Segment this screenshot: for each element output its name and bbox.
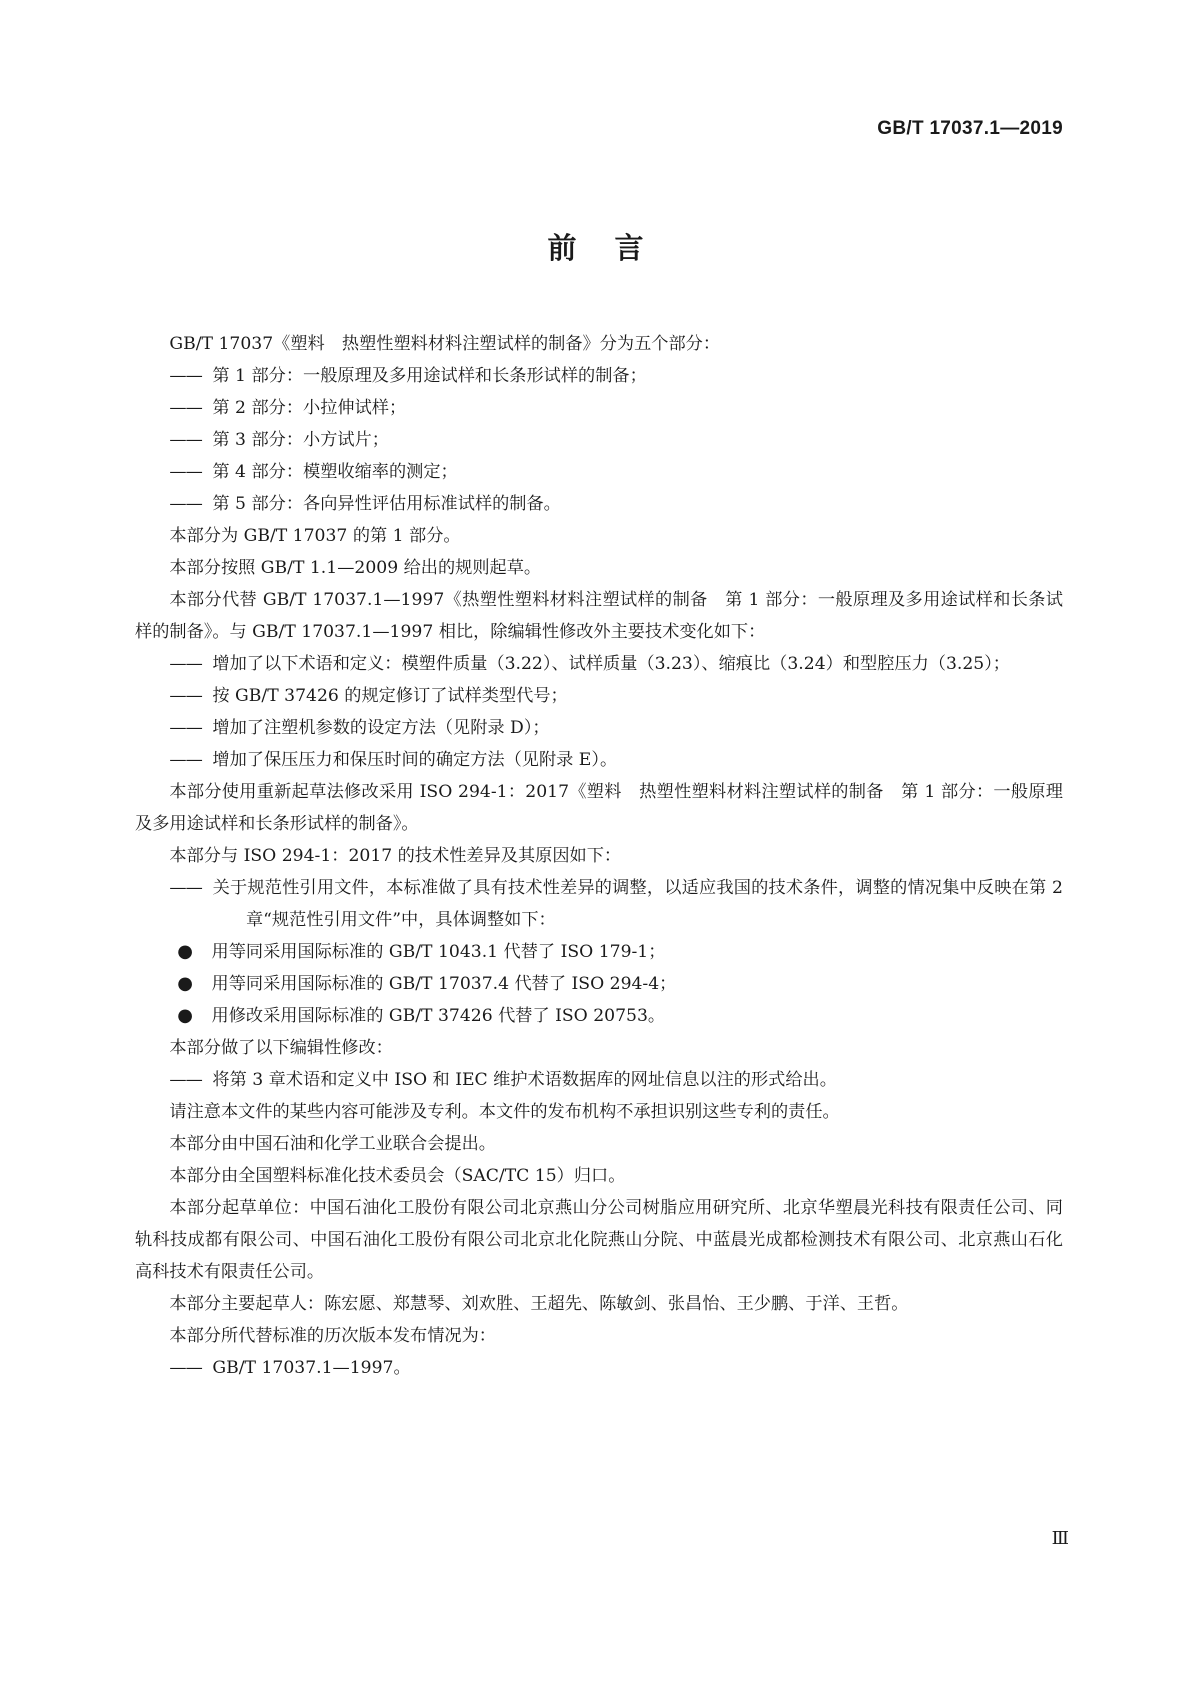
dash-mark: —— xyxy=(169,750,202,770)
paragraph: 本部分主要起草人：陈宏愿、郑慧琴、刘欢胜、王超先、陈敏剑、张昌怡、王少鹏、于洋、王哲。 xyxy=(169,1294,909,1314)
dash-item: —— 按 GB/T 37426 的规定修订了试样类型代号； xyxy=(135,680,1063,712)
paragraph: 本部分做了以下编辑性修改： xyxy=(169,1038,393,1058)
paragraph: 本部分由中国石油和化学工业联合会提出。 xyxy=(169,1134,496,1154)
dash-mark: —— xyxy=(169,366,202,386)
dash-mark: —— xyxy=(169,462,202,482)
dash-mark: —— xyxy=(169,686,202,706)
bullet-dot-icon: ● xyxy=(177,1005,194,1026)
paragraph: 本部分由全国塑料标准化技术委员会（SAC/TC 15）归口。 xyxy=(169,1166,626,1186)
dash-mark: —— xyxy=(169,878,202,898)
dash-item: —— 增加了保压压力和保压时间的确定方法（见附录 E）。 xyxy=(135,744,1063,776)
dash-item: —— 第 3 部分：小方试片； xyxy=(135,424,1063,456)
dash-item: —— 增加了以下术语和定义：模塑件质量（3.22）、试样质量（3.23）、缩痕比（3.24）和型腔压力（3.25）； xyxy=(135,648,1063,680)
dash-item: —— 第 1 部分：一般原理及多用途试样和长条形试样的制备； xyxy=(135,360,1063,392)
paragraph: 本部分所代替标准的历次版本发布情况为： xyxy=(169,1326,496,1346)
dash-mark: —— xyxy=(169,430,202,450)
page-number: Ⅲ xyxy=(1051,1528,1069,1549)
paragraph: 本部分按照 GB/T 1.1—2009 给出的规则起草。 xyxy=(169,558,542,578)
dash-item: —— 将第 3 章术语和定义中 ISO 和 IEC 维护术语数据库的网址信息以注的形式给出。 xyxy=(135,1064,1063,1096)
dash-item: —— 增加了注塑机参数的设定方法（见附录 D）； xyxy=(135,712,1063,744)
bullet-dot-icon: ● xyxy=(177,941,194,962)
paragraph: 请注意本文件的某些内容可能涉及专利。本文件的发布机构不承担识别这些专利的责任。 xyxy=(169,1102,840,1122)
page-title: 前言 xyxy=(547,231,682,265)
dash-mark: —— xyxy=(169,398,202,418)
paragraph: 本部分与 ISO 294-1：2017 的技术性差异及其原因如下： xyxy=(169,846,622,866)
dash-mark: —— xyxy=(169,718,202,738)
paragraph: GB/T 17037《塑料 热塑性塑料材料注塑试样的制备》分为五个部分： xyxy=(169,334,721,354)
bullet-item: ● 用等同采用国际标准的 GB/T 1043.1 代替了 ISO 179-1； xyxy=(135,936,1063,968)
dash-item: —— GB/T 17037.1—1997。 xyxy=(135,1352,1063,1384)
bullet-item: ● 用等同采用国际标准的 GB/T 17037.4 代替了 ISO 294-4； xyxy=(135,968,1063,1000)
dash-mark: —— xyxy=(169,1070,202,1090)
dash-item: —— 第 2 部分：小拉伸试样； xyxy=(135,392,1063,424)
bullet-item: ● 用修改采用国际标准的 GB/T 37426 代替了 ISO 20753。 xyxy=(135,1000,1063,1032)
paragraph: 本部分代替 GB/T 17037.1—1997《热塑性塑料材料注塑试样的制备 第 1 部分：一般原理及多用途试样和长条试样的制备》。与 GB/T 17037.1—1997 相比，除编辑性修改外主要技术变化如下： xyxy=(135,590,1063,642)
dash-mark: —— xyxy=(169,654,202,674)
dash-item: —— 关于规范性引用文件，本标准做了具有技术性差异的调整，以适应我国的技术条件，调整的情况集中反映在第 2 章“规范性引用文件”中，具体调整如下： xyxy=(135,872,1063,936)
document-code: GB/T 17037.1—2019 xyxy=(877,118,1063,139)
paragraph: 本部分起草单位：中国石油化工股份有限公司北京燕山分公司树脂应用研究所、北京华塑晨光科技有限责任公司、同轨科技成都有限公司、中国石油化工股份有限公司北京北化院燕山分院、中蓝晨光成都检测技术有限公司、北京燕山石化高科技术有限责任公司。 xyxy=(135,1198,1063,1282)
paragraph: 本部分使用重新起草法修改采用 ISO 294-1：2017《塑料 热塑性塑料材料注塑试样的制备 第 1 部分：一般原理及多用途试样和长条形试样的制备》。 xyxy=(135,782,1063,834)
bullet-dot-icon: ● xyxy=(177,973,194,994)
foreword-body xyxy=(135,328,1063,1384)
dash-item: —— 第 5 部分：各向异性评估用标准试样的制备。 xyxy=(135,488,1063,520)
dash-mark: —— xyxy=(169,1358,202,1378)
paragraph: 本部分为 GB/T 17037 的第 1 部分。 xyxy=(169,526,461,546)
dash-mark: —— xyxy=(169,494,202,514)
dash-item: —— 第 4 部分：模塑收缩率的测定； xyxy=(135,456,1063,488)
